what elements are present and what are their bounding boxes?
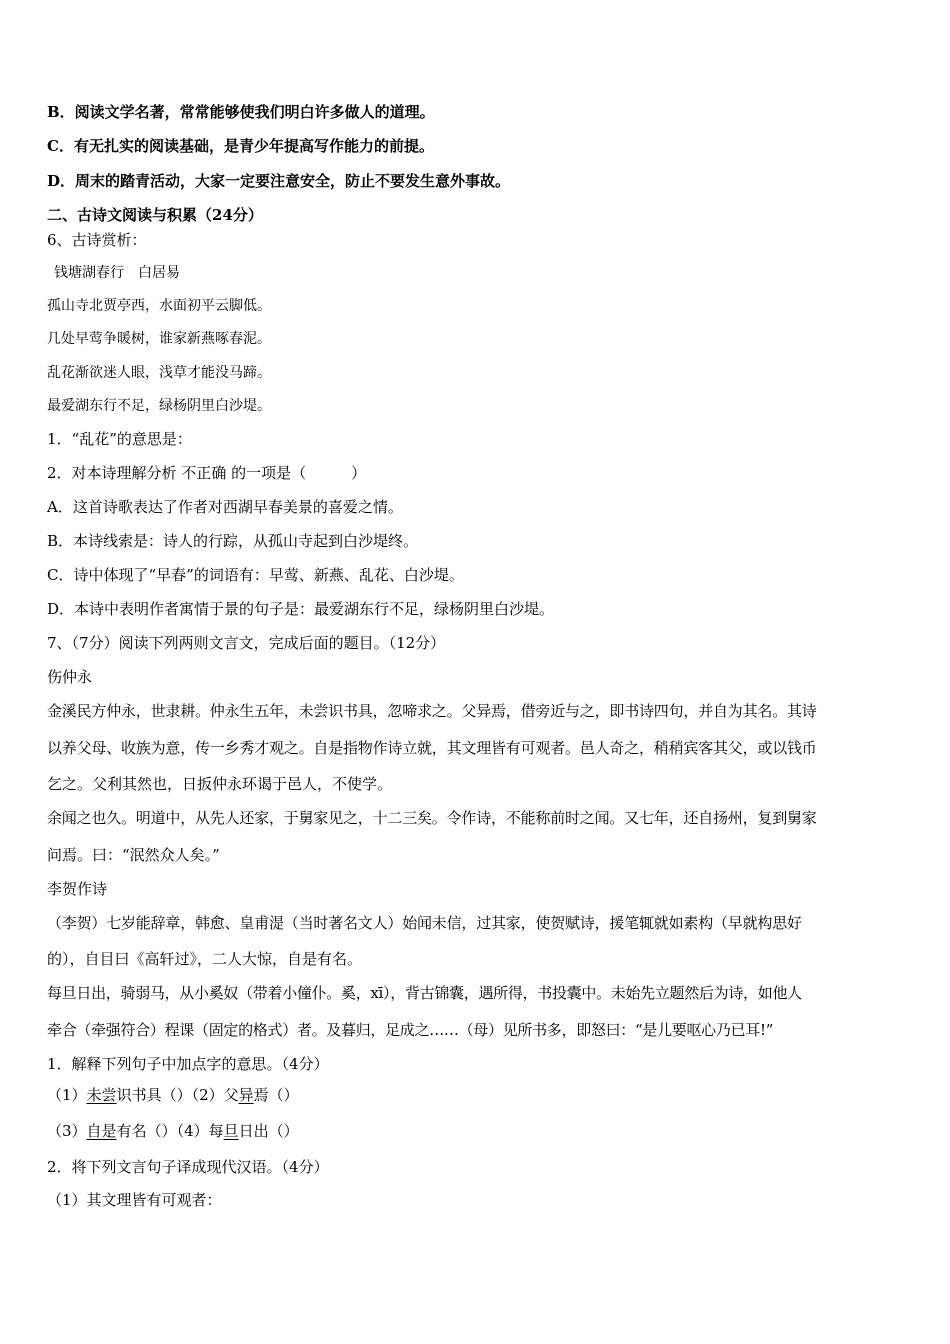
q6-sub1: 1．“乱花”的意思是： xyxy=(47,430,192,448)
q7-sub2-item1: （1）其文理皆有可观者： xyxy=(47,1191,222,1209)
q6-option-d: D．本诗中表明作者寓情于景的句子是：最爱湖东行不足，绿杨阴里白沙堤。 xyxy=(47,600,555,618)
poem-line: 孤山寺北贾亭西，水面初平云脚低。 xyxy=(47,298,271,314)
q7-sub1-row1 xyxy=(47,1085,910,1105)
text2-title: 李贺作诗 xyxy=(47,880,108,898)
text1-line: 问焉。曰：“泯然众人矣。” xyxy=(47,846,220,864)
underlined-word: 未尝 xyxy=(86,1086,117,1104)
question-7-title: 7、（7分）阅读下列两则文言文，完成后面的题目。（12分） xyxy=(47,634,446,652)
section-title: 二、古诗文阅读与积累（24分） xyxy=(47,206,263,224)
item-text: 有名（）（4）每 xyxy=(116,1122,224,1140)
item-number: （1） xyxy=(47,1086,87,1104)
q7-sub1-row2 xyxy=(47,1121,910,1141)
text2-line: 牵合（牵强符合）程课（固定的格式）者。及暮归，足成之……（母）见所书多，即怒曰：“是儿要呕心乃已耳!” xyxy=(47,1021,774,1039)
poem-line: 乱花渐欲迷人眼，浅草才能没马蹄。 xyxy=(47,365,271,381)
poem-line: 最爱湖东行不足，绿杨阴里白沙堤。 xyxy=(47,398,271,414)
question-6-title: 6、古诗赏析： xyxy=(47,231,147,249)
text1-title: 伤仲永 xyxy=(47,668,93,686)
q7-sub2-title: 2．将下列文言句子译成现代汉语。（4分） xyxy=(47,1158,329,1176)
text2-line: （李贺）七岁能辞章，韩愈、皇甫湜（当时著名文人）始闻未信，过其家，使贺赋诗，援笔辄就如素构（早就构思好 xyxy=(47,914,802,932)
option-d-prev: D．周末的踏青活动，大家一定要注意安全，防止不要发生意外事故。 xyxy=(47,172,511,190)
poem-line: 几处早莺争暖树，谁家新燕啄春泥。 xyxy=(47,331,271,347)
q6-option-a: A．这首诗歌表达了作者对西湖早春美景的喜爱之情。 xyxy=(47,498,403,516)
q6-option-c: C．诗中体现了“早春”的词语有：早莺、新燕、乱花、白沙堤。 xyxy=(47,566,464,584)
text1-line: 余闻之也久。明道中，从先人还家，于舅家见之，十二三矣。令作诗，不能称前时之闻。又七年，还自扬州，复到舅家 xyxy=(47,809,817,827)
q6-sub2: 2．对本诗理解分析 不正确 的一项是（ ） xyxy=(47,464,367,482)
item-number: （3） xyxy=(47,1122,87,1140)
underlined-word: 自是 xyxy=(86,1122,117,1140)
option-b-prev: B．阅读文学名著，常常能够使我们明白许多做人的道理。 xyxy=(47,103,435,121)
item-text: 焉（） xyxy=(253,1086,299,1104)
text2-line: 每旦日出，骑弱马，从小奚奴（带着小僮仆。奚，xī），背古锦囊，遇所得，书投囊中。未始先立题然后为诗，如他人 xyxy=(47,984,802,1002)
item-text: 日出（） xyxy=(238,1122,299,1140)
text1-line: 乞之。父利其然也，日扳仲永环谒于邑人，不使学。 xyxy=(47,775,393,793)
text1-line: 以养父母、收族为意，传一乡秀才观之。自是指物作诗立就，其文理皆有可观者。邑人奇之，稍稍宾客其父，或以钱币 xyxy=(47,739,817,757)
item-text: 识书具（）（2）父 xyxy=(116,1086,239,1104)
text2-line: 的），自目曰《高轩过》，二人大惊，自是有名。 xyxy=(47,950,363,968)
underlined-word: 旦 xyxy=(223,1122,239,1140)
text1-line: 金溪民方仲永，世隶耕。仲永生五年，未尝识书具，忽啼求之。父异焉，借旁近与之，即书诗四句，并自为其名。其诗 xyxy=(47,702,817,720)
underlined-word: 异 xyxy=(238,1086,254,1104)
q6-option-b: B．本诗线索是：诗人的行踪，从孤山寺起到白沙堤终。 xyxy=(47,532,419,550)
q7-sub1-title: 1．解释下列句子中加点字的意思。（4分） xyxy=(47,1055,329,1073)
poem-title: 钱塘湖春行 白居易 xyxy=(54,265,180,281)
option-c-prev: C．有无扎实的阅读基础，是青少年提高写作能力的前提。 xyxy=(47,137,434,155)
